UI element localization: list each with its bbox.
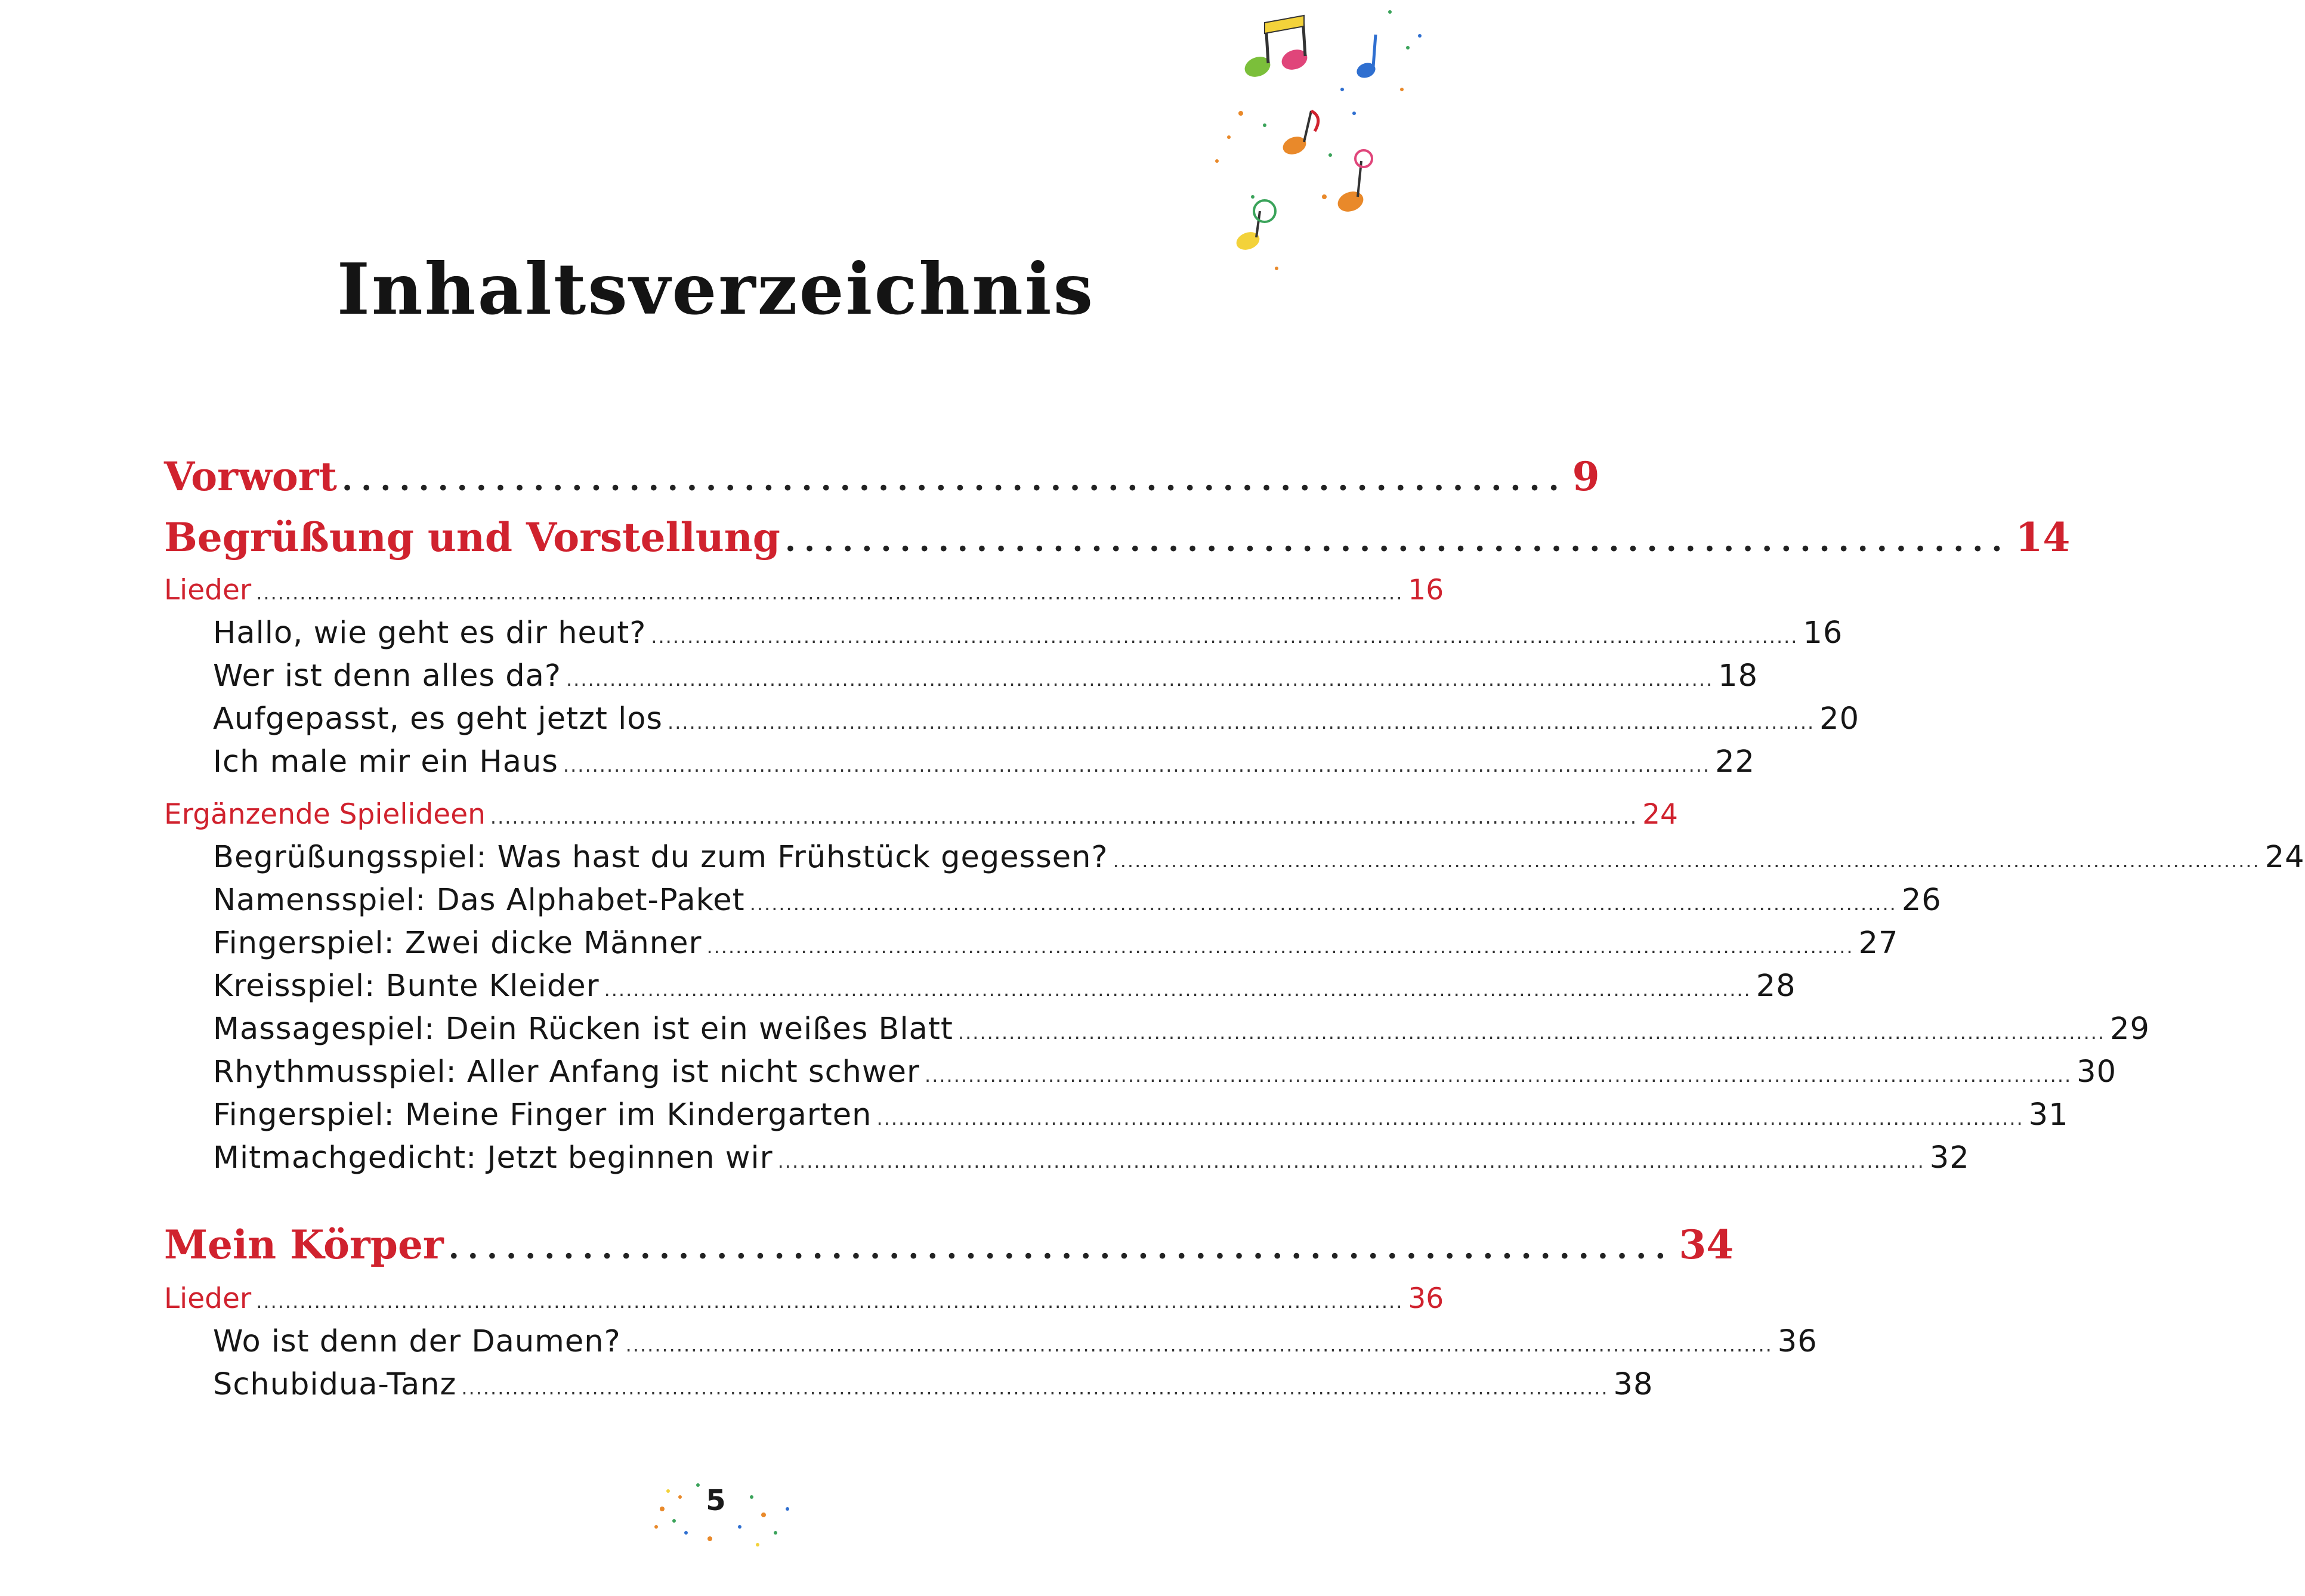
- toc-page-number: 36: [1408, 1282, 1444, 1315]
- toc-leader-dots: ..............................................................................................................................................................: [490, 806, 1638, 828]
- toc-page-number: 34: [1679, 1221, 1734, 1268]
- toc-page-number: 38: [1613, 1367, 1654, 1402]
- toc-leader-dots: ..............................................................................................................................................................: [566, 668, 1714, 691]
- toc-entry-label: Namensspiel: Das Alphabet-Paket: [213, 883, 745, 918]
- toc-leader-dots: ..............................................................................................................................................................: [706, 935, 1854, 958]
- toc-chapter-koerper[interactable]: [164, 1221, 1734, 1268]
- toc-entry[interactable]: [213, 1097, 2069, 1133]
- toc-page-number: 24: [1642, 798, 1678, 831]
- toc-leader-dots: ..............................................................................................................................................................: [604, 978, 1751, 1001]
- toc-page-number: 9: [1572, 453, 1600, 500]
- toc-entry-label: Massagespiel: Dein Rücken ist ein weißes Blatt: [213, 1012, 953, 1047]
- toc-entry-label: Kreisspiel: Bunte Kleider: [213, 969, 600, 1004]
- toc-entry[interactable]: [213, 926, 1899, 961]
- toc-page-number: 24: [2264, 840, 2305, 875]
- toc-page-number: 20: [1819, 701, 1860, 737]
- toc-entry[interactable]: [213, 701, 1860, 737]
- toc-entry-label: Begrüßungsspiel: Was hast du zum Frühstück gegessen?: [213, 840, 1108, 875]
- toc-leader-dots: ..............................................................................................................................................................: [749, 892, 1897, 915]
- toc-entry-label: Hallo, wie geht es dir heut?: [213, 615, 647, 651]
- toc-entry-label: Rhythmusspiel: Aller Anfang ist nicht schwer: [213, 1054, 920, 1090]
- toc-page-number: 27: [1858, 926, 1899, 961]
- toc-entry[interactable]: [213, 1324, 1818, 1359]
- toc-page-number: 18: [1718, 658, 1759, 694]
- toc-page-number: 16: [1408, 574, 1444, 607]
- toc-page-number: 32: [1929, 1140, 1970, 1176]
- toc-leader-dots: ..............................................................................................................................................................: [668, 711, 1815, 734]
- toc-entry-label: Ich male mir ein Haus: [213, 744, 558, 780]
- toc-entry[interactable]: [213, 1140, 1970, 1176]
- toc-leader-dots: ..............................................................................................................................................................: [461, 1377, 1609, 1399]
- toc-leader-dots: ..............................................................................................................................................................: [876, 1107, 2024, 1130]
- toc-leader-dots: ..............................................................................................................................................................: [957, 1021, 2106, 1044]
- toc-leader-dots: ................................................................: [342, 462, 1568, 498]
- toc-page-number: 14: [2015, 514, 2071, 561]
- toc-entry-label: Fingerspiel: Zwei dicke Männer: [213, 926, 702, 961]
- toc-page-number: 36: [1777, 1324, 1818, 1359]
- toc-leader-dots: ..............................................................................................................................................................: [563, 754, 1711, 777]
- toc-page-number: 22: [1715, 744, 1755, 780]
- toc-leader-dots: ................................................................: [448, 1230, 1674, 1266]
- toc-leader-dots: ..............................................................................................................................................................: [777, 1150, 1925, 1173]
- toc-section-spielideen[interactable]: [164, 798, 1678, 831]
- toc-leader-dots: ..............................................................................................................................................................: [625, 1334, 1773, 1356]
- page-number: 5: [706, 1484, 726, 1517]
- toc-page-number: 30: [2077, 1054, 2117, 1090]
- toc-leader-dots: ................................................................: [784, 522, 2011, 559]
- toc-entry[interactable]: [213, 1012, 2150, 1047]
- toc-section-label: Ergänzende Spielideen: [164, 798, 486, 831]
- toc-chapter-label: Begrüßung und Vorstellung: [164, 514, 780, 561]
- toc-section-lieder[interactable]: [164, 1282, 1444, 1315]
- toc-leader-dots: ..............................................................................................................................................................: [925, 1064, 2072, 1087]
- toc-entry[interactable]: [213, 883, 1942, 918]
- toc-page-number: 26: [1901, 883, 1942, 918]
- toc-chapter-label: Vorwort: [164, 453, 338, 500]
- toc-page-number: 16: [1803, 615, 1843, 651]
- toc-page-number: 31: [2028, 1097, 2069, 1133]
- toc-chapter-label: Mein Körper: [164, 1221, 444, 1268]
- toc-chapter-vorwort[interactable]: [164, 453, 1600, 500]
- toc-entry-label: Schubidua-Tanz: [213, 1367, 457, 1402]
- toc-entry[interactable]: [213, 840, 2305, 875]
- toc-leader-dots: ..............................................................................................................................................................: [256, 1290, 1404, 1313]
- toc-entry-label: Aufgepasst, es geht jetzt los: [213, 701, 663, 737]
- toc-entry[interactable]: [213, 615, 1843, 651]
- toc-entry[interactable]: [213, 969, 1796, 1004]
- toc-section-label: Lieder: [164, 1282, 252, 1315]
- toc-entry-label: Mitmachgedicht: Jetzt beginnen wir: [213, 1140, 773, 1176]
- toc-section-lieder[interactable]: [164, 574, 1444, 607]
- toc-leader-dots: ..............................................................................................................................................................: [1113, 849, 2260, 872]
- toc-entry-label: Fingerspiel: Meine Finger im Kindergarten: [213, 1097, 872, 1133]
- toc-entry[interactable]: [213, 658, 1759, 694]
- toc-page-number: 29: [2110, 1012, 2150, 1047]
- toc-page-number: 28: [1756, 969, 1796, 1004]
- toc-entry-label: Wo ist denn der Daumen?: [213, 1324, 621, 1359]
- toc-leader-dots: ..............................................................................................................................................................: [651, 625, 1799, 648]
- toc-section-label: Lieder: [164, 574, 252, 607]
- page-title: Inhaltsverzeichnis: [336, 248, 1095, 330]
- toc-entry[interactable]: [213, 744, 1755, 780]
- toc-entry[interactable]: [213, 1054, 2117, 1090]
- toc-leader-dots: ..............................................................................................................................................................: [256, 582, 1404, 604]
- toc-chapter-begruessung[interactable]: [164, 514, 2071, 561]
- toc-entry-label: Wer ist denn alles da?: [213, 658, 561, 694]
- toc-entry[interactable]: [213, 1367, 1654, 1402]
